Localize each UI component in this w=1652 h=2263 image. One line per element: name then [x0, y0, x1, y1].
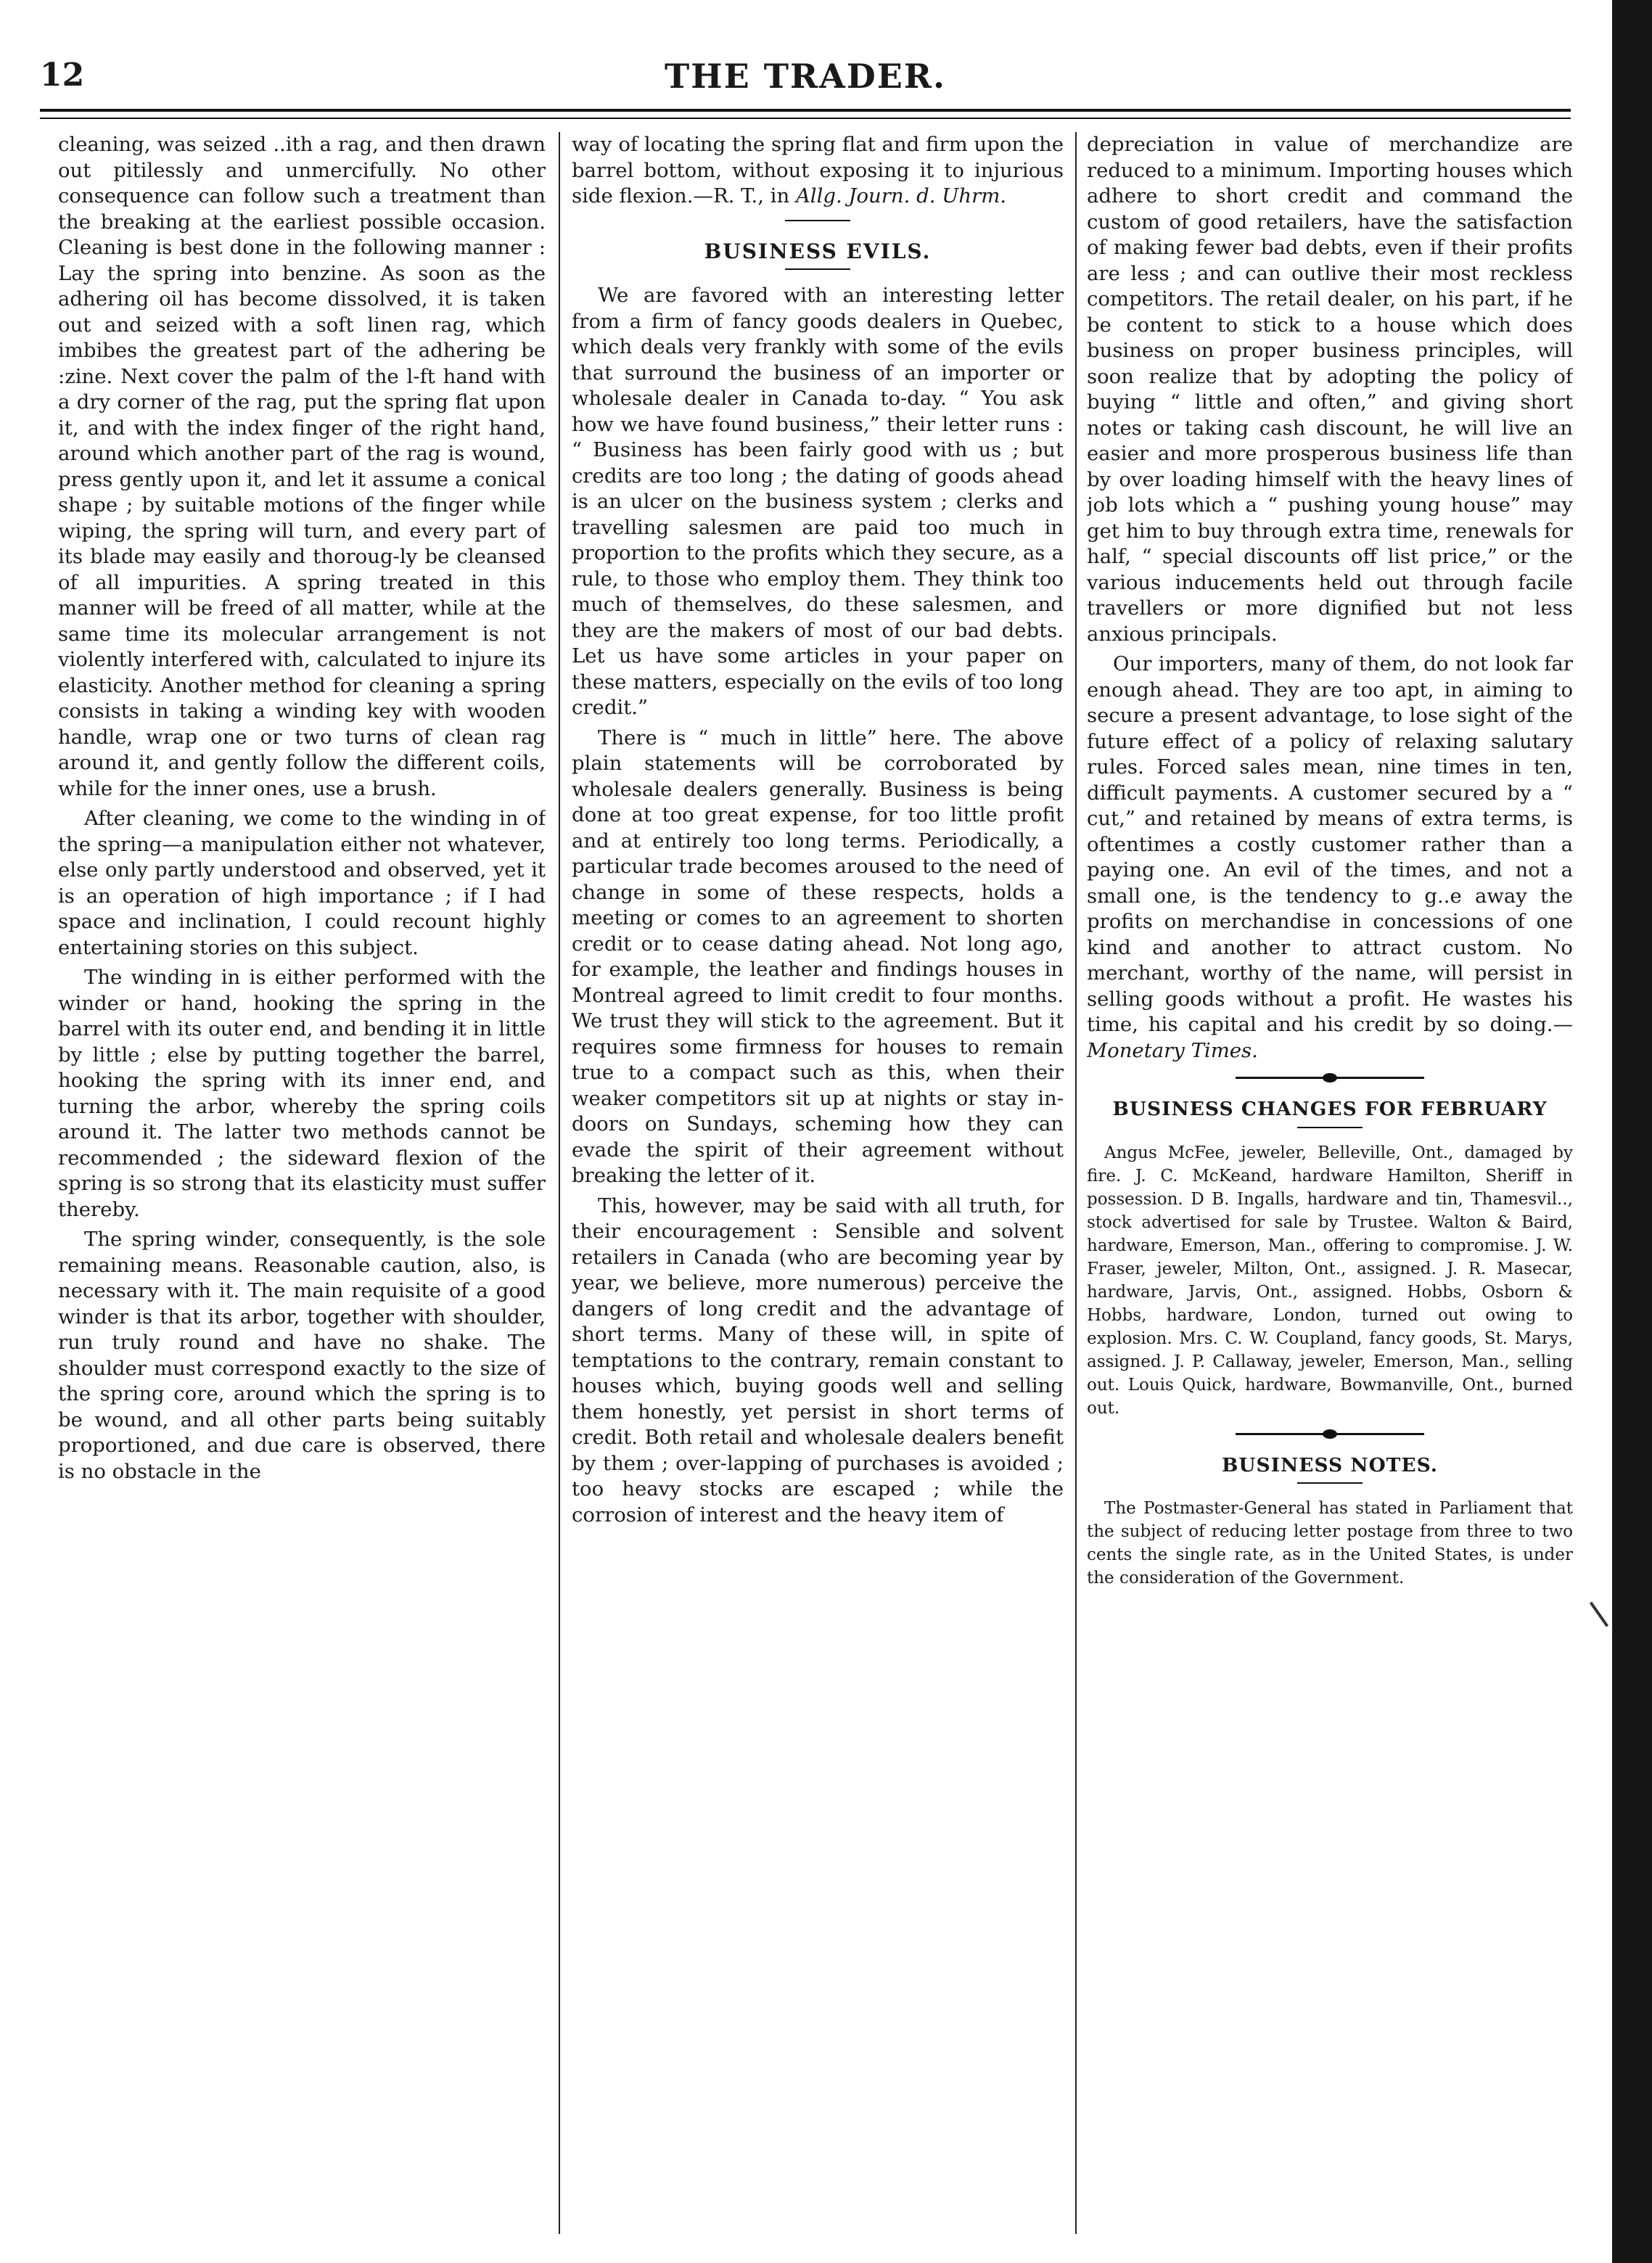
business-changes-text: Angus McFee, jeweler, Belleville, Ont., damaged by fire. J. C. McKeand, hardware Hamilton, Sheriff in possession. D B. Ingalls, hardware and tin, Thamesvil.., stock advertised for sale by Trustee. Walton & Baird, hardware, Emerson, Man., offering to compromise. J. W. Fraser, jeweler, Milton, Ont., assigned. J. R. Masecar, hardware, Jarvis, Ont., assigned. Hobbs, Osborn & Hobbs, hardware, London, turned out owing to explosion. Mrs. C. W. Coupland, fancy goods, St. Marys, assigned. J. P. Callaway, jeweler, Emerson, Man., selling out. Louis Quick, hardware, Bowmanville, Ont., burned out. [1087, 1143, 1573, 1418]
business-changes-list [1087, 1141, 1573, 1420]
header-rule-thin [40, 118, 1571, 119]
article-paragraph: cleaning, was seized ..ith a rag, and then drawn out pitilessly and unmercifully. No other consequence can follow such a treatment than the breaking at the earliest possible occasion. Cleaning is best done in the following manner : Lay the spring into benzine. As soon as the adhering oil has become dissolved, it is taken out and seized with a soft linen rag, which imbibes the greatest part of the adhering be :zine. Next cover the palm of the l-ft hand with a dry corner of the rag, put the spring flat upon it, and with the index finger of the right hand, around which another part of the rag is wound, press gently upon it, and let it assume a conical shape ; by suitable motions of the finger while wiping, the spring will turn, and every part of its blade may easily and thoroug-ly be cleansed of all impurities. A spring treated in this manner will be freed of all matter, while at the same time its molecular arrangement is not violently interfered with, calculated to injure its elasticity. Another method for cleaning a spring consists in taking a winding key with wooden handle, wrap one or two turns of clean rag around it, and gently follow the different coils, while for the inner ones, use a brush. [58, 133, 546, 800]
article-paragraph: We are favored with an interesting letter from a firm of fancy goods dealers in Quebec, which deals very frankly with some of the evils that surround the business of an importer or wholesale dealer in Canada to-day. “ You ask how we have found business,” their letter runs : “ Business has been fairly good with us ; but credits are too long ; the dating of goods ahead is an ulcer on the business system ; clerks and travelling salesmen are paid too much in proportion to the profits which they secure, as a rule, to those who employ them. They think too much of themselves, do these salesmen, and they are the makers of most of our bad debts. Let us have some articles in your paper on these matters, especially on the evils of too long credit.” [572, 284, 1064, 719]
paragraph-text: Our importers, many of them, do not look far enough ahead. They are too apt, in aiming to secure a present advantage, to lose sight of the future effect of a policy of relaxing salutary rules. Forced sales mean, nine times in ten, difficult payments. A customer secured by a “ cut,” and retained by means of extra terms, is oftentimes a costly customer rather than a paying one. An evil of the times, and not a small one, is the tendency to g..e away the profits on merchandise in concessions of one kind and another to attract custom. No merchant, worthy of the name, will persist in selling goods without a profit. He wastes his time, his capital and his credit by so doing.— [1087, 652, 1573, 1036]
column-2 [572, 132, 1064, 2234]
section-heading-business-changes: BUSINESS CHANGES FOR FEBRUARY [1112, 1098, 1548, 1120]
source-citation: Allg. Journ. d. Uhrm. [795, 184, 1007, 208]
section-rule [1297, 1127, 1363, 1128]
section-rule [785, 268, 850, 270]
continuation-text: way of locating the spring flat and firm upon the barrel bottom, without exposing it to injurious side flexion.—R. T., in [572, 133, 1064, 208]
article-paragraph [1087, 652, 1573, 1064]
column-3 [1087, 132, 1573, 2234]
scan-mark [1590, 1601, 1608, 1627]
section-rule [1297, 1482, 1363, 1484]
article-paragraph: This, however, may be said with all truth, for their encouragement : Sensible and solvent retailers in Canada (who are becoming year by year, we believe, more numerous) perceive the dangers of long credit and the advantage of short terms. Many of these will, in spite of temptations to the contrary, remain constant to houses which, buying goods well and selling them honestly, yet persist in short terms of credit. Both retail and wholesale dealers benefit by them ; over-lapping of purchases is avoided ; too heavy stocks are escaped ; while the corrosion of interest and the heavy item of [572, 1194, 1064, 1527]
scan-edge-shadow [1612, 0, 1652, 2263]
column-1 [58, 132, 546, 2234]
section-heading-business-evils: BUSINESS EVILS. [704, 239, 932, 263]
business-notes-text: The Postmaster-General has stated in Parliament that the subject of reducing letter postage from three to two cents the single rate, as in the United States, is under the consideration of the Government. [1087, 1499, 1573, 1588]
header-rule [40, 109, 1571, 112]
article-continuation [572, 132, 1064, 210]
business-notes [1087, 1497, 1573, 1590]
running-title: THE TRADER. [664, 57, 947, 96]
source-citation: Monetary Times. [1087, 1038, 1258, 1062]
section-ornament [1236, 1433, 1424, 1435]
column-divider [1075, 132, 1077, 2234]
article-paragraph: depreciation in value of merchandize are reduced to a minimum. Importing houses which adhere to short credit and command the custom of good retailers, have the satisfaction of making fewer bad debts, even if their profits are less ; and can outlive their most reckless competitors. The retail dealer, on his part, if he be content to stick to a house which does business on proper business principles, will soon realize that by adopting the policy of buying “ little and often,” and giving short notes or taking cash discount, he will live an easier and more prosperous business life than by over loading himself with the heavy lines of job lots which a “ pushing young house” may get him to buy through extra time, renewals for half, “ special discounts off list price,” or the various inducements held out through facile travellers or more dignified but not less anxious principals. [1087, 133, 1573, 646]
article-paragraph: There is “ much in little” here. The above plain statements will be corroborated by wholesale dealers generally. Business is being done at too great expense, for too little profit and at entirely too long terms. Periodically, a particular trade becomes aroused to the need of change in some of these respects, holds a meeting or comes to an agreement to shorten credit or to cease dating ahead. Not long ago, for example, the leather and findings houses in Montreal agreed to limit credit to four months. We trust they will stick to the agreement. But it requires some firmness for houses to remain true to a compact such as this, when their weaker competitors sit up at nights or stay in-doors on Sundays, scheming how they can evade the spirit of their agreement without breaking the letter of it. [572, 726, 1064, 1187]
section-rule [785, 220, 850, 221]
section-heading-business-notes: BUSINESS NOTES. [1221, 1453, 1439, 1477]
column-divider [559, 132, 560, 2234]
article-paragraph: The spring winder, consequently, is the sole remaining means. Reasonable caution, also, is necessary with it. The main requisite of a good winder is that its arbor, together with shoulder, run truly round and have no shake. The shoulder must correspond exactly to the size of the spring core, around which the spring is to be wound, and all other parts being suitably proportioned, and due care is observed, there is no obstacle in the [58, 1228, 546, 1483]
article-paragraph: The winding in is either performed with the winder or hand, hooking the spring in the barrel with its outer end, and bending it in little by little ; else by putting together the barrel, hooking the spring with its inner end, and turning the arbor, whereby the spring coils around it. The latter two methods cannot be recommended ; the sideward flexion of the spring is so strong that its elasticity must suffer thereby. [58, 966, 546, 1221]
article-paragraph: After cleaning, we come to the winding in of the spring—a manipulation either not whatever, else only partly understood and observed, yet it is an operation of high importance ; if I had space and inclination, I could recount highly entertaining stories on this subject. [58, 807, 546, 959]
page-number: 12 [40, 57, 85, 94]
section-ornament [1236, 1077, 1424, 1079]
page-header [40, 57, 1571, 107]
